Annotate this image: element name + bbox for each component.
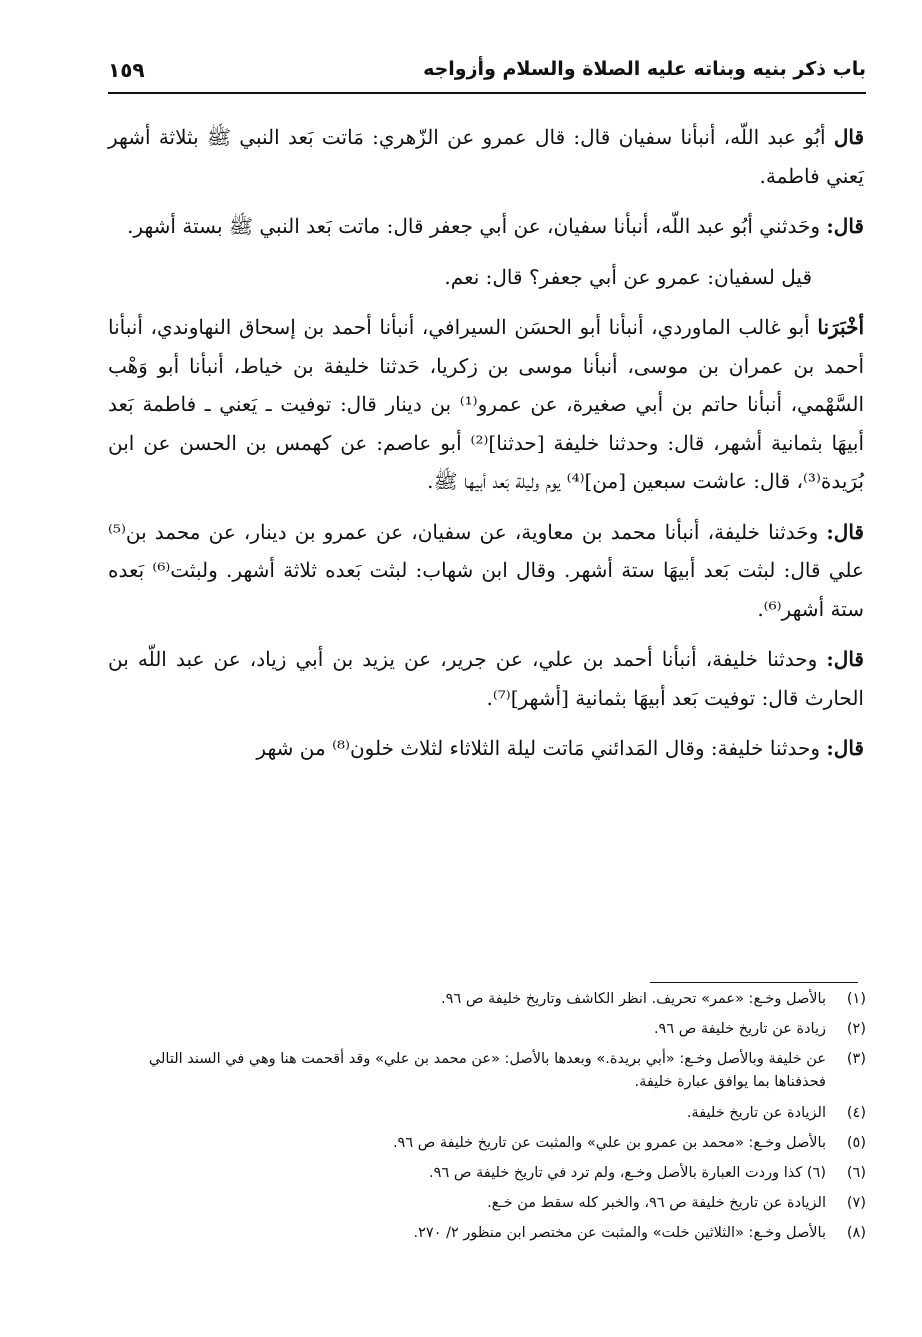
- paragraph-3: [108, 258, 864, 297]
- paragraph-text: وحدثنا خليفة: وقال المَدائني مَاتت ليلة الثلاثاء لثلاث خلون⁽⁸⁾ من شهر: [256, 736, 827, 760]
- footnote-text: زيادة عن تاريخ خليفة ص ٩٦.: [653, 1021, 826, 1037]
- footnote-number: (٤): [846, 1105, 866, 1121]
- paragraph-lead: قال:: [826, 736, 864, 760]
- paragraph-lead: قال:: [826, 214, 864, 238]
- chapter-title: باب ذكر بنيه وبناته عليه الصلاة والسلام وأزواجه: [423, 58, 866, 80]
- paragraph-text: قيل لسفيان: عمرو عن أبي جعفر؟ قال: نعم.: [444, 264, 812, 289]
- footnote-number: (٢): [846, 1021, 866, 1037]
- footnote-item: [108, 1098, 866, 1128]
- footnote-number: (٦): [846, 1165, 866, 1181]
- footnote-text: (٦) كذا وردت العبارة بالأصل وخـع، ولم ترد في تاريخ خليفة ص ٩٦.: [429, 1165, 826, 1181]
- footnote-text: بالأصل وخـع: «عمر» تحريف. انظر الكاشف وتاريخ خليفة ص ٩٦.: [441, 991, 826, 1007]
- paragraph-5: [108, 513, 864, 629]
- paragraph-lead: أخْبَرَنا: [817, 315, 864, 339]
- paragraph-lead: قال:: [826, 519, 864, 544]
- footnote-text: عن خليفة وبالأصل وخـع: «أبي بريدة.» وبعدها بالأصل: «عن محمد بن علي» وقد أقحمت هنا وهي في السند التالي فحذفناها بما يوافق عبارة خليفة.: [148, 1051, 826, 1090]
- footnote-item: [108, 1158, 866, 1188]
- paragraph-4: [108, 308, 864, 501]
- footnote-item: [108, 1044, 866, 1098]
- footnote-item: [108, 1188, 866, 1218]
- footnote-text: الزيادة عن تاريخ خليفة.: [686, 1105, 826, 1121]
- footnote-number: (٣): [846, 1051, 866, 1067]
- paragraph-2: [108, 207, 864, 246]
- paragraph-text: وحدثنا خليفة، أنبأنا أحمد بن علي، عن جرير، عن يزيد بن أبي زياد، عن عبد اللّه بن الحارث قال: توفيت بَعد أبيهَا بثمانية [أشهر]⁽⁷⁾.: [108, 647, 864, 710]
- footnote-item: [108, 1218, 866, 1248]
- paragraph-text: وحَدثني أبُو عبد اللّه، أنبأنا سفيان، عن أبي جعفر قال: ماتت بَعد النبي ﷺ بستة أشهر.: [127, 214, 827, 238]
- footnote-separator: [650, 982, 858, 983]
- paragraph-6: [108, 640, 864, 717]
- paragraph-text: أبو غالب الماوردي، أنبأنا أبو الحسَن السيرافي، أنبأنا أحمد بن إسحاق النهاوندي، أنبأنا أحمد بن عمران بن موسى، أنبأنا موسى بن زكريا، حَدثنا خليفة بن خياط، أنبأنا أبو وَهْب السَّهْمي، أنبأنا حاتم بن أبي صغيرة، عن عمرو⁽¹⁾ بن دينار قال: توفيت ـ يَعني ـ فاطمة بَعد أبيهَا بثمانية أشهر، قال: وحدثنا خليفة [حدثنا]⁽²⁾ أبو عاصم: عن كهمس بن الحسن عن ابن بُرَيدة⁽³⁾، قال: عاشت سبعين [من]⁽⁴⁾ يوم وليلة بَعد أبيها ﷺ.: [108, 315, 865, 493]
- footnote-number: (٧): [846, 1195, 866, 1211]
- paragraph-7: [108, 729, 864, 768]
- header-rule: [108, 92, 866, 94]
- footnote-text: الزيادة عن تاريخ خليفة ص ٩٦، والخبر كله سقط من خـع.: [487, 1195, 826, 1211]
- paragraph-text: وحَدثنا خليفة، أنبأنا محمد بن معاوية، عن سفيان، عن عمرو بن دينار، عن محمد بن⁽⁵⁾ علي قال: لبثت بَعد أبيهَا ستة أشهر. وقال ابن شهاب: لبثت بَعده ثلاثة أشهر. ولبثت⁽⁶⁾ بَعده ستة أشهر⁽⁶⁾.: [108, 519, 864, 621]
- footnote-text: بالأصل وخـع: «الثلاثين خلت» والمثبت عن مختصر ابن منظور ٢/ ٢٧٠.: [413, 1225, 826, 1241]
- footnote-text: بالأصل وخـع: «محمد بن عمرو بن علي» والمثبت عن تاريخ خليفة ص ٩٦.: [392, 1135, 826, 1151]
- paragraph-lead: قال:: [826, 647, 864, 671]
- footnote-item: [108, 984, 866, 1014]
- page-number: ١٥٩: [108, 58, 145, 82]
- footnote-item: [108, 1128, 866, 1158]
- footnote-number: (١): [846, 991, 866, 1007]
- footnotes: [108, 984, 866, 1248]
- footnote-number: (٥): [846, 1135, 866, 1151]
- paragraph-text: أبُو عبد اللّه، أنبأنا سفيان قال: قال عمرو عن الزّهري: مَاتت بَعد النبي ﷺ بثلاثة أشهر يَعني فاطمة.: [108, 125, 864, 188]
- main-text: [108, 118, 864, 780]
- paragraph-lead: قال: [833, 125, 864, 149]
- footnote-item: [108, 1014, 866, 1044]
- running-header: [108, 58, 866, 88]
- paragraph-1: [108, 118, 864, 195]
- footnote-number: (٨): [846, 1225, 866, 1241]
